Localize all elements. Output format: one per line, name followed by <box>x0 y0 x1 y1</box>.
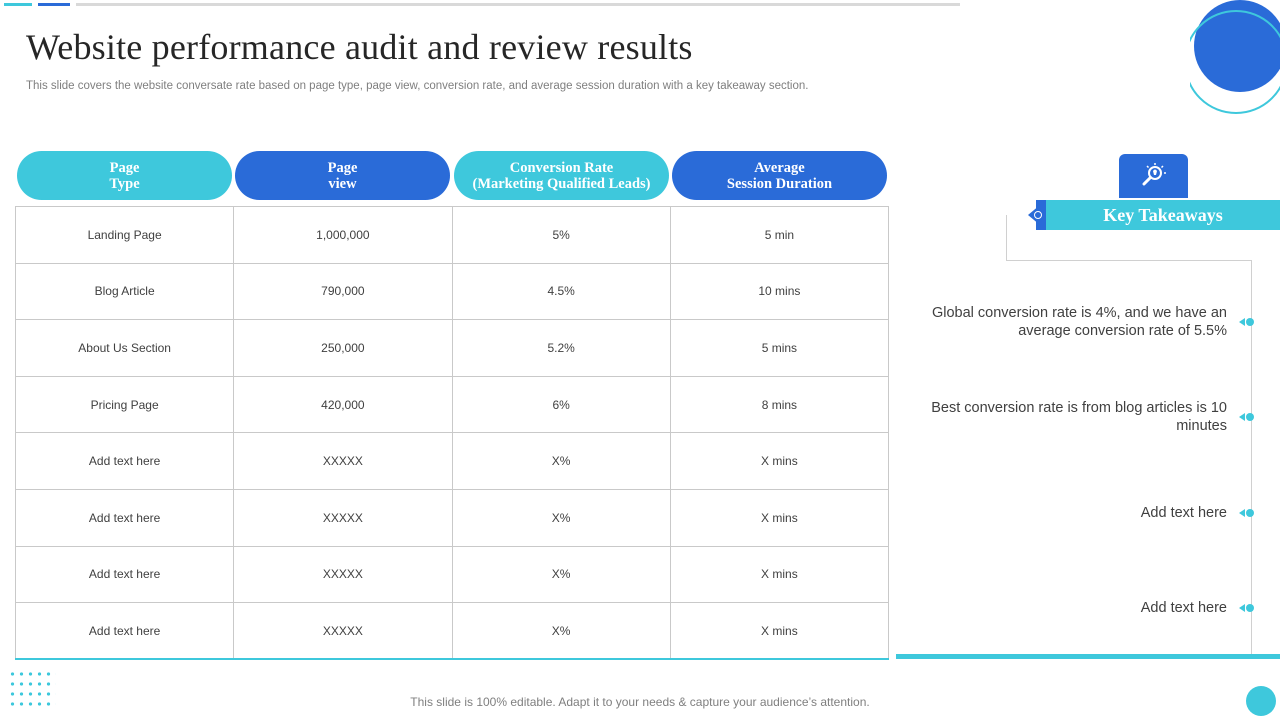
cell-session-duration: 8 mins <box>670 376 888 433</box>
cell-page-type: Add text here <box>16 433 234 490</box>
table-row <box>16 263 889 320</box>
cell-session-duration: X mins <box>670 433 888 490</box>
cell-session-duration: X mins <box>670 603 888 660</box>
takeaway-marker-icon <box>1239 604 1257 612</box>
cell-page-type: Add text here <box>16 489 234 546</box>
table-row <box>16 376 889 433</box>
cell-conversion-rate: 5.2% <box>452 320 670 377</box>
cell-page-view: XXXXX <box>234 603 452 660</box>
cell-page-view: XXXXX <box>234 489 452 546</box>
bottom-accent-bar <box>896 654 1280 659</box>
takeaway-marker-icon <box>1239 509 1257 517</box>
column-header-conversion-rate: Conversion Rate (Marketing Qualified Leads) <box>454 151 669 200</box>
cell-page-type: About Us Section <box>16 320 234 377</box>
cell-conversion-rate: X% <box>452 433 670 490</box>
cell-page-view: XXXXX <box>234 433 452 490</box>
table-row <box>16 489 889 546</box>
key-takeaways-dot <box>1034 211 1042 219</box>
cell-page-type: Landing Page <box>16 207 234 264</box>
takeaway-item-3: Add text here <box>1140 505 1227 521</box>
cell-page-type: Pricing Page <box>16 376 234 433</box>
column-header-session-duration: Average Session Duration <box>672 151 887 200</box>
table-row <box>16 207 889 264</box>
slide-subtitle: This slide covers the website conversate rate based on page type, page view, conversion rate, and average session duration with a key takeaway section. <box>26 80 809 92</box>
column-header-page-view: Page view <box>235 151 450 200</box>
top-accent-segment-gray <box>76 3 960 6</box>
performance-table <box>15 206 889 660</box>
cell-page-view: XXXXX <box>234 546 452 603</box>
cell-page-type: Add text here <box>16 603 234 660</box>
cell-page-type: Blog Article <box>16 263 234 320</box>
lightbulb-magnifier-icon <box>1139 161 1169 191</box>
cell-page-view: 790,000 <box>234 263 452 320</box>
slide-footer: This slide is 100% editable. Adapt it to your needs & capture your audience’s attention. <box>410 695 870 709</box>
cell-session-duration: X mins <box>670 546 888 603</box>
cell-conversion-rate: X% <box>452 489 670 546</box>
cell-conversion-rate: 6% <box>452 376 670 433</box>
corner-decoration <box>1190 0 1280 115</box>
cell-conversion-rate: 4.5% <box>452 263 670 320</box>
connector-line <box>1006 215 1007 261</box>
takeaway-marker-icon <box>1239 413 1257 421</box>
cell-conversion-rate: X% <box>452 603 670 660</box>
table-row <box>16 546 889 603</box>
connector-line <box>1006 260 1252 261</box>
cell-conversion-rate: X% <box>452 546 670 603</box>
table-row <box>16 433 889 490</box>
key-takeaways-icon-tab <box>1119 154 1188 198</box>
cell-page-view: 250,000 <box>234 320 452 377</box>
cell-page-view: 1,000,000 <box>234 207 452 264</box>
corner-circle-ring <box>1190 10 1280 114</box>
cell-page-type: Add text here <box>16 546 234 603</box>
takeaway-item-1: Global conversion rate is 4%, and we have an average conversion rate of 5.5% <box>931 305 1227 339</box>
takeaway-item-4: Add text here <box>1140 600 1227 616</box>
cell-session-duration: 10 mins <box>670 263 888 320</box>
corner-circle-decoration <box>1246 686 1276 716</box>
key-takeaways-heading: Key Takeaways <box>1046 200 1280 230</box>
slide-title: Website performance audit and review results <box>26 27 693 67</box>
column-header-page-type: Page Type <box>17 151 232 200</box>
cell-conversion-rate: 5% <box>452 207 670 264</box>
cell-page-view: 420,000 <box>234 376 452 433</box>
takeaway-marker-icon <box>1239 318 1257 326</box>
cell-session-duration: X mins <box>670 489 888 546</box>
cell-session-duration: 5 mins <box>670 320 888 377</box>
cell-session-duration: 5 min <box>670 207 888 264</box>
top-accent-segment-cyan <box>4 3 32 6</box>
top-accent-segment-blue <box>38 3 70 6</box>
table-row <box>16 603 889 660</box>
table-row <box>16 320 889 377</box>
takeaway-item-2: Best conversion rate is from blog articles is 10 minutes <box>931 400 1227 434</box>
